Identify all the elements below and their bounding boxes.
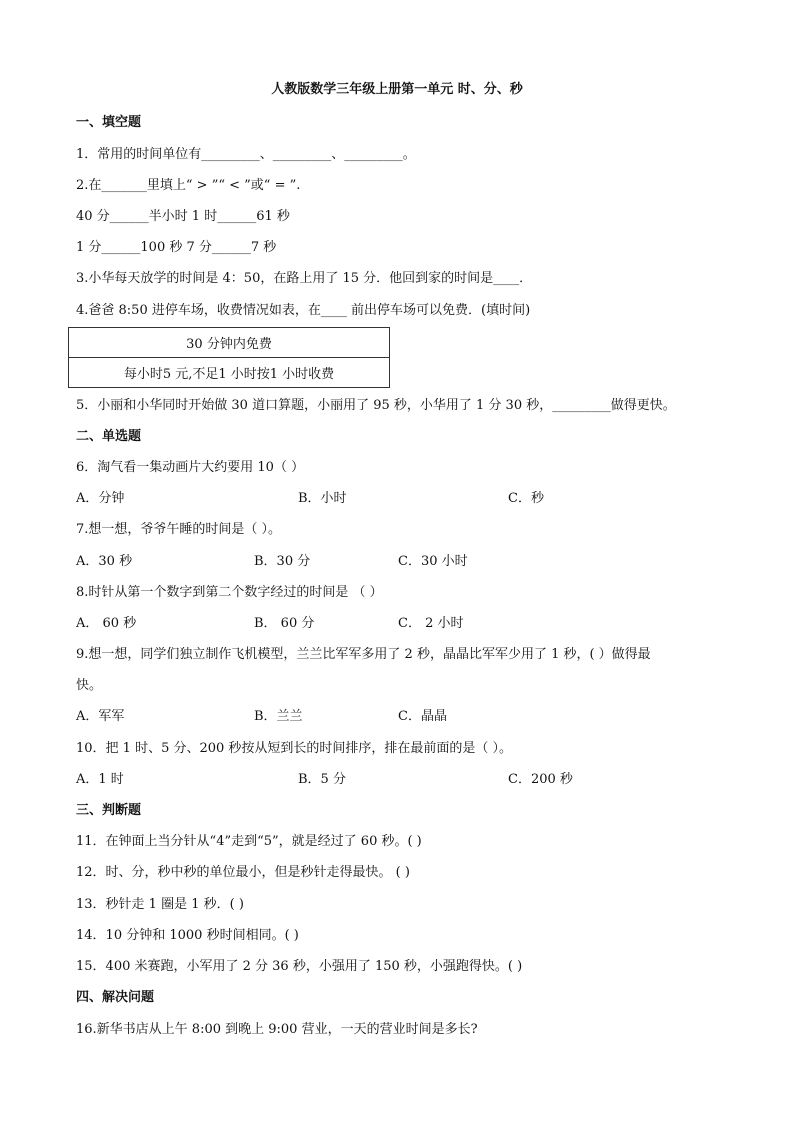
question-9-line-2: 快。 [76, 678, 103, 693]
q7-option-a: A．30 秒 [76, 554, 133, 569]
parking-fee-table [68, 327, 390, 388]
question-4: 4.爸爸 8:50 进停车场，收费情况如表，在____ 前出停车场可以免费．(填时间) [76, 303, 531, 318]
question-7: 7.想一想，爷爷午睡的时间是（ ）。 [76, 522, 282, 537]
q6-option-a: A．分钟 [76, 491, 125, 506]
q7-option-c: C．30 小时 [398, 554, 468, 569]
question-9-line-1: 9.想一想，同学们独立制作飞机模型，兰兰比军军多用了 2 秒，晶晶比军军少用了 1 秒，( ）做得最 [76, 647, 651, 662]
section-heading-single-choice: 二、单选题 [76, 429, 142, 444]
question-3: 3.小华每天放学的时间是 4：50，在路上用了 15 分．他回到家的时间是____． [76, 271, 533, 286]
fee-row-hourly: 每小时5 元,不足1 小时按1 小时收费 [69, 358, 390, 388]
q10-option-c: C．200 秒 [508, 772, 573, 787]
question-5: 5．小丽和小华同时开始做 30 道口算题，小丽用了 95 秒，小华用了 1 分 30 秒，_________做得更快。 [76, 398, 676, 413]
question-16: 16.新华书店从上午 8:00 到晚上 9:00 营业，一天的营业时间是多长? [76, 1022, 478, 1037]
question-2-row-2: 1 分______100 秒 7 分______7 秒 [76, 240, 277, 255]
question-6: 6．淘气看一集动画片大约要用 10（ ） [76, 460, 305, 475]
question-8: 8.时针从第一个数字到第二个数字经过的时间是 （ ） [76, 585, 383, 600]
question-2: 2.在_______里填上“ > ”“ < ”或“ = ”. [76, 178, 301, 193]
question-11: 11．在钟面上当分针从“4”走到“5”，就是经过了 60 秒。( ) [76, 834, 422, 849]
q10-option-a: A．1 时 [76, 772, 124, 787]
q6-option-c: C．秒 [508, 491, 544, 506]
section-heading-problem-solving: 四、解决问题 [76, 990, 155, 1005]
question-13: 13．秒针走 1 圈是 1 秒．( ) [76, 897, 244, 912]
section-heading-fill-in: 一、填空题 [76, 115, 142, 130]
q10-option-b: B．5 分 [298, 772, 346, 787]
section-heading-true-false: 三、判断题 [76, 803, 142, 818]
question-15: 15．400 米赛跑，小军用了 2 分 36 秒，小强用了 150 秒，小强跑得快。( ) [76, 959, 523, 974]
page-title: 人教版数学三年级上册第一单元 时、分、秒 [271, 82, 523, 97]
q8-option-b: B． 60 分 [254, 616, 315, 631]
question-10: 10．把 1 时、5 分、200 秒按从短到长的时间排序，排在最前面的是（ ）。 [76, 741, 513, 756]
q9-option-c: C．晶晶 [398, 709, 447, 724]
q9-option-a: A．军军 [76, 709, 125, 724]
q8-option-a: A． 60 秒 [76, 616, 137, 631]
question-12: 12．时、分，秒中秒的单位最小，但是秒针走得最快。 ( ) [76, 865, 410, 880]
q7-option-b: B．30 分 [254, 554, 311, 569]
fee-row-free: 30 分钟内免费 [69, 328, 390, 358]
q6-option-b: B．小时 [298, 491, 347, 506]
q8-option-c: C． 2 小时 [398, 616, 464, 631]
q9-option-b: B．兰兰 [254, 709, 303, 724]
question-14: 14．10 分钟和 1000 秒时间相同。( ) [76, 928, 299, 943]
question-1: 1．常用的时间单位有_________、_________、_________。 [76, 147, 416, 162]
question-2-row-1: 40 分______半小时 1 时______61 秒 [76, 209, 290, 224]
